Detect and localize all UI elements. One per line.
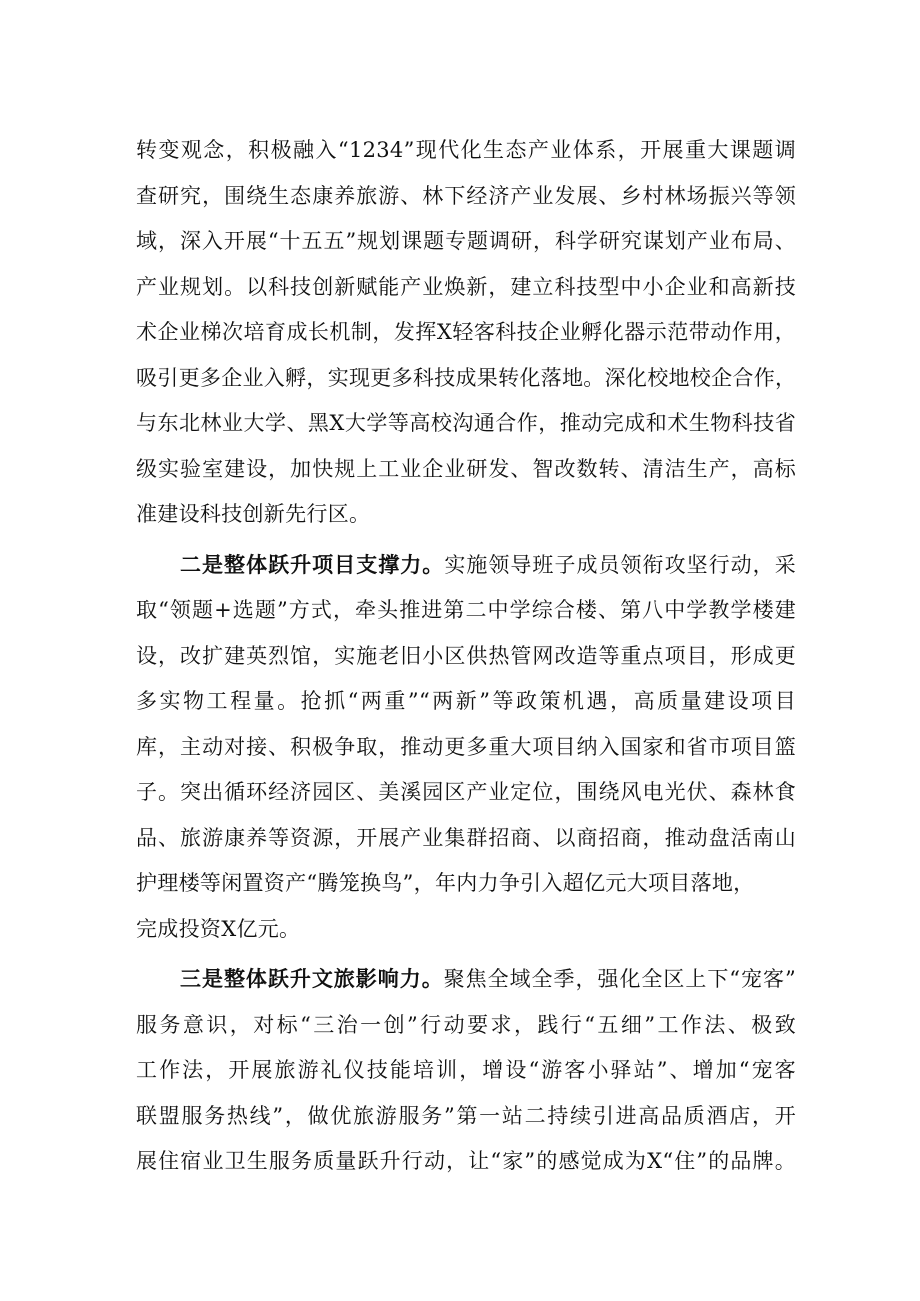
text-line: 服务意识，对标“三治一创”行动要求，践行“五细”工作法、极致: [136, 1012, 796, 1037]
text-line: 库，主动对接、积极争取，推动更多重大项目纳入国家和省市项目篮: [136, 734, 796, 759]
text-line: 查研究，围绕生态康养旅游、林下经济产业发展、乡村林场振兴等领: [136, 183, 796, 208]
paragraph-heading: 二是整体跃升项目支撑力。: [180, 552, 445, 577]
text-line: 联盟服务热线”，做优旅游服务”第一站二持续引进高品质酒店，开: [136, 1103, 796, 1128]
text-line: 与东北林业大学、黑X大学等高校沟通合作，推动完成和术生物科技省: [136, 411, 796, 435]
document-body: [136, 128, 796, 1185]
text-line: 子。突出循环经济园区、美溪园区产业定位，围绕风电光伏、森林食: [136, 780, 796, 804]
text-span: 实施领导班子成员领衔攻坚行动，采: [444, 552, 796, 577]
text-line: 准建设科技创新先行区。: [136, 502, 371, 526]
paragraph-tourism: [136, 957, 796, 1185]
text-line: 域，深入开展“十五五”规划课题专题调研，科学研究谋划产业布局、: [136, 229, 796, 253]
text-line: 多实物工程量。抢抓“两重”“两新”等政策机遇，高质量建设项目: [136, 689, 796, 713]
text-line: 吸引更多企业入孵，实现更多科技成果转化落地。深化校地校企合作，: [136, 365, 797, 390]
text-line: 护理楼等闲置资产“腾笼换鸟”，年内力争引入超亿元大项目落地，: [136, 871, 755, 895]
text-line: 工作法，开展旅游礼仪技能培训，增设“游客小驿站”、增加“宠客: [136, 1058, 796, 1082]
text-line: 完成投资X亿元。: [136, 916, 301, 941]
paragraph-heading: 三是整体跃升文旅影响力。: [180, 967, 444, 991]
paragraph-innovation: [136, 128, 796, 538]
text-span: 聚焦全域全季，强化全区上下“宠客”: [443, 967, 796, 991]
text-line: 产业规划。以科技创新赋能产业焕新，建立科技型中小企业和高新技: [136, 274, 796, 299]
text-line-first: [136, 543, 796, 589]
text-line-first: [136, 957, 796, 1003]
text-line: 取“领题+选题”方式，牵头推进第二中学综合楼、第八中学教学楼建: [136, 598, 796, 622]
text-line: 展住宿业卫生服务质量跃升行动，让“家”的感觉成为X“住”的品牌。: [136, 1149, 796, 1173]
text-line: 术企业梯次培育成长机制，发挥X轻客科技企业孵化器示范带动作用，: [136, 320, 796, 344]
paragraph-projects: [136, 543, 796, 953]
text-line: 品、旅游康养等资源，开展产业集群招商、以商招商，推动盘活南山: [136, 825, 796, 850]
text-line: 转变观念，积极融入“1234”现代化生态产业体系，开展重大课题调: [136, 138, 796, 162]
text-line: 级实验室建设，加快规上工业企业研发、智改数转、清洁生产，高标: [136, 456, 796, 481]
text-line: 设，改扩建英烈馆，实施老旧小区供热管网改造等重点项目，形成更: [136, 643, 796, 668]
